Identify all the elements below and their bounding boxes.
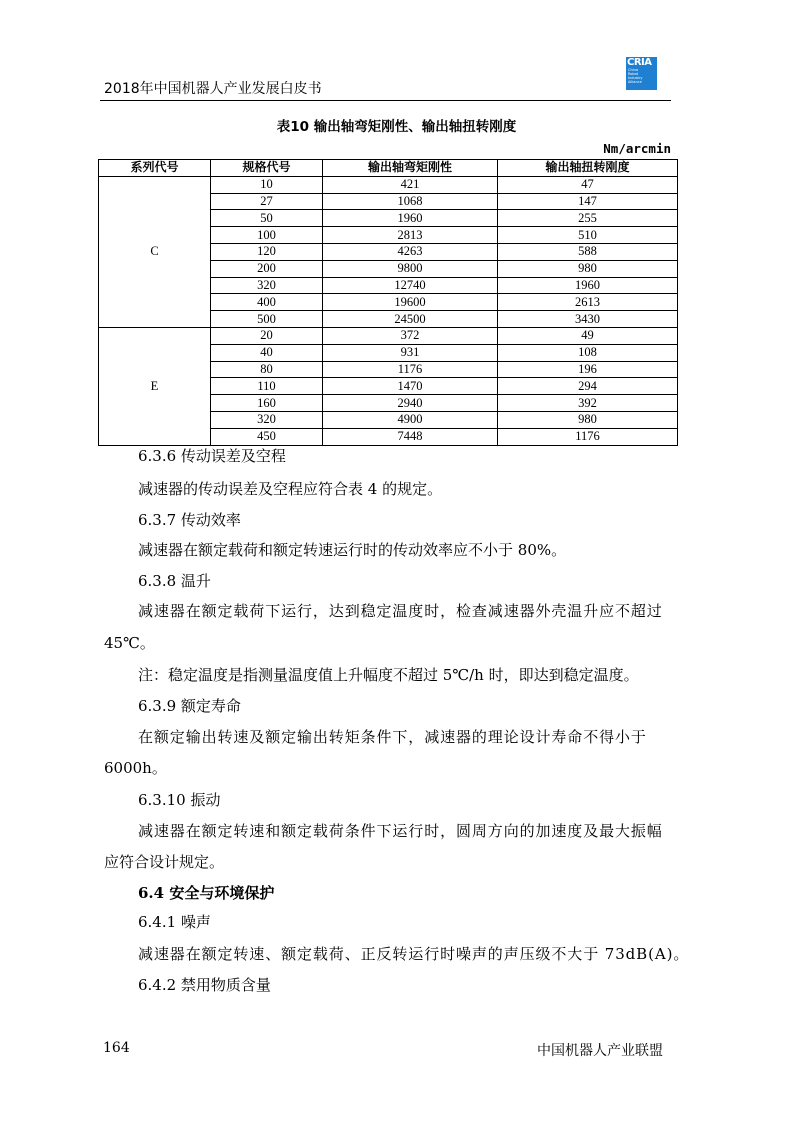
table-cell: 19600 <box>323 294 498 311</box>
table-cell: 12740 <box>323 277 498 294</box>
column-header: 系列代号 <box>99 160 211 177</box>
table-cell: 10 <box>211 176 323 193</box>
table-cell: 24500 <box>323 311 498 328</box>
table-unit: Nm/arcmin <box>603 141 671 156</box>
table-cell: 1176 <box>498 428 678 445</box>
body-paragraph: 减速器的传动误差及空程应符合表 4 的规定。 <box>138 480 443 498</box>
table-cell: 400 <box>211 294 323 311</box>
body-paragraph: 减速器在额定载荷下运行，达到稳定温度时，检查减速器外壳温升应不超过 <box>138 602 663 620</box>
series-cell: E <box>99 327 211 445</box>
table-cell: 4263 <box>323 243 498 260</box>
table-cell: 500 <box>211 311 323 328</box>
table-cell: 7448 <box>323 428 498 445</box>
body-paragraph: 注：稳定温度是指测量温度值上升幅度不超过 5℃/h 时，即达到稳定温度。 <box>138 666 639 684</box>
section-heading: 6.4.1 噪声 <box>138 913 211 931</box>
table-cell: 147 <box>498 193 678 210</box>
footer-org: 中国机器人产业联盟 <box>537 1043 663 1059</box>
column-header: 规格代号 <box>211 160 323 177</box>
body-paragraph: 减速器在额定载荷和额定转速运行时的传动效率应不小于 80%。 <box>138 541 567 559</box>
table-cell: 450 <box>211 428 323 445</box>
table-cell: 100 <box>211 227 323 244</box>
table-cell: 49 <box>498 327 678 344</box>
table-cell: 1176 <box>323 361 498 378</box>
table-cell: 196 <box>498 361 678 378</box>
section-heading: 6.4 安全与环境保护 <box>138 884 275 902</box>
table-cell: 588 <box>498 243 678 260</box>
table-cell: 392 <box>498 395 678 412</box>
table-cell: 2940 <box>323 395 498 412</box>
table-row <box>99 176 678 193</box>
section-heading: 6.3.7 传动效率 <box>138 511 241 529</box>
table-cell: 320 <box>211 277 323 294</box>
table-cell: 80 <box>211 361 323 378</box>
table-cell: 931 <box>323 344 498 361</box>
column-header: 输出轴扭转刚度 <box>498 160 678 177</box>
table-cell: 110 <box>211 378 323 395</box>
running-header: 2018年中国机器人产业发展白皮书 <box>104 81 322 97</box>
table-cell: 160 <box>211 395 323 412</box>
table-cell: 27 <box>211 193 323 210</box>
body-paragraph: 应符合设计规定。 <box>104 853 225 871</box>
table-cell: 294 <box>498 378 678 395</box>
table-cell: 980 <box>498 260 678 277</box>
table-cell: 421 <box>323 176 498 193</box>
header-divider <box>100 100 671 101</box>
page-number: 164 <box>103 1040 130 1056</box>
section-heading: 45℃。 <box>104 634 155 652</box>
section-heading: 6.3.6 传动误差及空程 <box>138 447 286 465</box>
column-header: 输出轴弯矩刚性 <box>323 160 498 177</box>
table-cell: 47 <box>498 176 678 193</box>
table-caption: 表10 输出轴弯矩刚性、输出轴扭转刚度 <box>276 119 517 135</box>
body-paragraph: 在额定输出转速及额定输出转矩条件下，减速器的理论设计寿命不得小于 <box>138 728 647 746</box>
stiffness-table <box>98 159 678 446</box>
table-cell: 108 <box>498 344 678 361</box>
table-cell: 1960 <box>323 210 498 227</box>
table-cell: 40 <box>211 344 323 361</box>
body-paragraph: 减速器在额定转速和额定载荷条件下运行时，圆周方向的加速度及最大振幅 <box>138 822 663 840</box>
section-heading: 6000h。 <box>104 759 167 777</box>
table-cell: 200 <box>211 260 323 277</box>
section-heading: 6.3.9 额定寿命 <box>138 697 241 715</box>
table-cell: 120 <box>211 243 323 260</box>
table-cell: 20 <box>211 327 323 344</box>
series-cell: C <box>99 176 211 327</box>
section-heading: 6.3.10 振动 <box>138 791 221 809</box>
table-cell: 255 <box>498 210 678 227</box>
section-heading: 6.3.8 温升 <box>138 572 211 590</box>
table-cell: 1960 <box>498 277 678 294</box>
table-cell: 1068 <box>323 193 498 210</box>
table-cell: 372 <box>323 327 498 344</box>
table-cell: 3430 <box>498 311 678 328</box>
table-cell: 320 <box>211 411 323 428</box>
table-cell: 510 <box>498 227 678 244</box>
table-row <box>99 327 678 344</box>
table-cell: 9800 <box>323 260 498 277</box>
table-cell: 2613 <box>498 294 678 311</box>
table-cell: 1470 <box>323 378 498 395</box>
table-cell: 50 <box>211 210 323 227</box>
body-paragraph: 减速器在额定转速、额定载荷、正反转运行时噪声的声压级不大于 73dB(A)。 <box>138 945 690 963</box>
table-cell: 980 <box>498 411 678 428</box>
section-heading: 6.4.2 禁用物质含量 <box>138 976 271 994</box>
cria-logo: CRIA China Robot Industry Alliance <box>626 57 657 90</box>
table-cell: 2813 <box>323 227 498 244</box>
table-cell: 4900 <box>323 411 498 428</box>
